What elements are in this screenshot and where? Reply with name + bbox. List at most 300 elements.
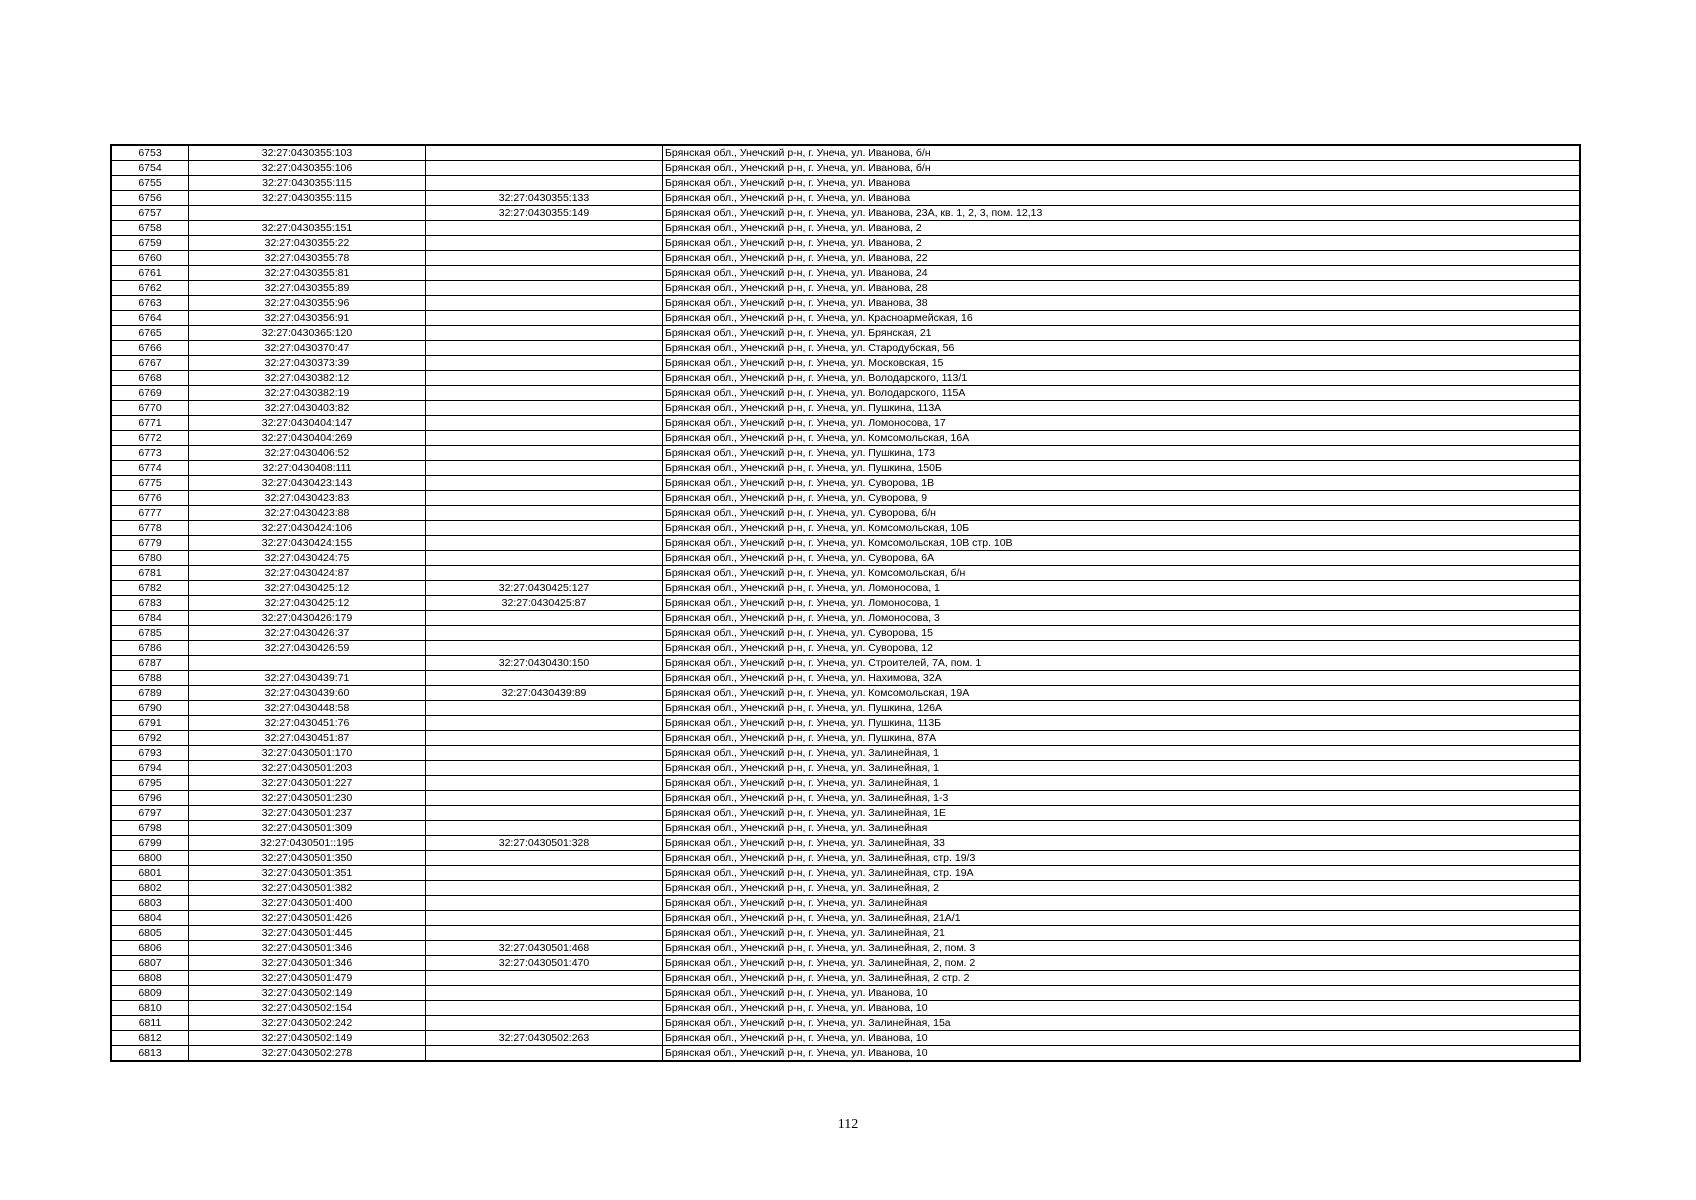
row-number-cell: 6768 — [111, 371, 189, 386]
address-cell: Брянская обл., Унечский р-н, г. Унеча, ул. Залинейная, 1Е — [663, 806, 1581, 821]
related-cadastral-number-cell — [426, 221, 663, 236]
address-cell: Брянская обл., Унечский р-н, г. Унеча, ул. Пушкина, 150Б — [663, 461, 1581, 476]
related-cadastral-number-cell — [426, 611, 663, 626]
table-row — [111, 521, 1580, 536]
address-cell: Брянская обл., Унечский р-н, г. Унеча, ул. Пушкина, 173 — [663, 446, 1581, 461]
table-row — [111, 1001, 1580, 1016]
related-cadastral-number-cell — [426, 551, 663, 566]
cadastral-number-cell: 32:27:0430370:47 — [189, 341, 426, 356]
related-cadastral-number-cell: 32:27:0430502:263 — [426, 1031, 663, 1046]
cadastral-number-cell — [189, 206, 426, 221]
cadastral-number-cell: 32:27:0430501::195 — [189, 836, 426, 851]
address-cell: Брянская обл., Унечский р-н, г. Унеча, ул. Комсомольская, 10В стр. 10В — [663, 536, 1581, 551]
cadastral-number-cell: 32:27:0430501:170 — [189, 746, 426, 761]
row-number-cell: 6760 — [111, 251, 189, 266]
cadastral-number-cell: 32:27:0430448:58 — [189, 701, 426, 716]
row-number-cell: 6799 — [111, 836, 189, 851]
table-row — [111, 536, 1580, 551]
related-cadastral-number-cell — [426, 251, 663, 266]
table-row — [111, 776, 1580, 791]
address-cell: Брянская обл., Унечский р-н, г. Унеча, ул. Ломоносова, 1 — [663, 581, 1581, 596]
row-number-cell: 6797 — [111, 806, 189, 821]
row-number-cell: 6776 — [111, 491, 189, 506]
table-row — [111, 221, 1580, 236]
related-cadastral-number-cell — [426, 851, 663, 866]
cadastral-number-cell: 32:27:0430355:106 — [189, 161, 426, 176]
table-row — [111, 281, 1580, 296]
table-row — [111, 791, 1580, 806]
related-cadastral-number-cell — [426, 461, 663, 476]
row-number-cell: 6804 — [111, 911, 189, 926]
address-cell: Брянская обл., Унечский р-н, г. Унеча, ул. Комсомольская, б/н — [663, 566, 1581, 581]
address-cell: Брянская обл., Унечский р-н, г. Унеча, ул. Стародубская, 56 — [663, 341, 1581, 356]
cadastral-number-cell: 32:27:0430501:346 — [189, 956, 426, 971]
row-number-cell: 6757 — [111, 206, 189, 221]
related-cadastral-number-cell: 32:27:0430430:150 — [426, 656, 663, 671]
table-row — [111, 851, 1580, 866]
address-cell: Брянская обл., Унечский р-н, г. Унеча, ул. Строителей, 7А, пом. 1 — [663, 656, 1581, 671]
related-cadastral-number-cell — [426, 881, 663, 896]
address-cell: Брянская обл., Унечский р-н, г. Унеча, ул. Залинейная, 1 — [663, 761, 1581, 776]
row-number-cell: 6798 — [111, 821, 189, 836]
row-number-cell: 6773 — [111, 446, 189, 461]
cadastral-number-cell: 32:27:0430501:227 — [189, 776, 426, 791]
address-cell: Брянская обл., Унечский р-н, г. Унеча, ул. Ломоносова, 3 — [663, 611, 1581, 626]
address-cell: Брянская обл., Унечский р-н, г. Унеча, ул. Залинейная — [663, 821, 1581, 836]
row-number-cell: 6811 — [111, 1016, 189, 1031]
table-row — [111, 956, 1580, 971]
related-cadastral-number-cell — [426, 821, 663, 836]
cadastral-number-cell: 32:27:0430501:351 — [189, 866, 426, 881]
cadastral-number-cell: 32:27:0430425:12 — [189, 581, 426, 596]
related-cadastral-number-cell — [426, 761, 663, 776]
table-row — [111, 836, 1580, 851]
cadastral-number-cell: 32:27:0430424:87 — [189, 566, 426, 581]
table-row — [111, 581, 1580, 596]
address-cell: Брянская обл., Унечский р-н, г. Унеча, ул. Залинейная, стр. 19/3 — [663, 851, 1581, 866]
related-cadastral-number-cell: 32:27:0430355:133 — [426, 191, 663, 206]
row-number-cell: 6767 — [111, 356, 189, 371]
related-cadastral-number-cell — [426, 896, 663, 911]
related-cadastral-number-cell — [426, 281, 663, 296]
address-cell: Брянская обл., Унечский р-н, г. Унеча, ул. Иванова, б/н — [663, 161, 1581, 176]
address-cell: Брянская обл., Унечский р-н, г. Унеча, ул. Иванова, 2 — [663, 221, 1581, 236]
cadastral-number-cell: 32:27:0430403:82 — [189, 401, 426, 416]
related-cadastral-number-cell — [426, 311, 663, 326]
address-cell: Брянская обл., Унечский р-н, г. Унеча, ул. Суворова, 15 — [663, 626, 1581, 641]
cadastral-number-cell: 32:27:0430502:149 — [189, 1031, 426, 1046]
cadastral-number-cell: 32:27:0430501:400 — [189, 896, 426, 911]
row-number-cell: 6801 — [111, 866, 189, 881]
table-row — [111, 941, 1580, 956]
row-number-cell: 6763 — [111, 296, 189, 311]
row-number-cell: 6774 — [111, 461, 189, 476]
address-cell: Брянская обл., Унечский р-н, г. Унеча, ул. Залинейная, 1 — [663, 776, 1581, 791]
table-row — [111, 746, 1580, 761]
address-cell: Брянская обл., Унечский р-н, г. Унеча, ул. Володарского, 113/1 — [663, 371, 1581, 386]
cadastral-number-cell: 32:27:0430501:350 — [189, 851, 426, 866]
cadastral-number-cell: 32:27:0430406:52 — [189, 446, 426, 461]
address-cell: Брянская обл., Унечский р-н, г. Унеча, ул. Залинейная, 33 — [663, 836, 1581, 851]
related-cadastral-number-cell: 32:27:0430425:127 — [426, 581, 663, 596]
cadastral-number-cell: 32:27:0430439:60 — [189, 686, 426, 701]
table-row — [111, 311, 1580, 326]
table-row — [111, 191, 1580, 206]
table-row — [111, 731, 1580, 746]
related-cadastral-number-cell — [426, 356, 663, 371]
address-cell: Брянская обл., Унечский р-н, г. Унеча, ул. Пушкина, 87А — [663, 731, 1581, 746]
related-cadastral-number-cell — [426, 176, 663, 191]
table-row — [111, 911, 1580, 926]
related-cadastral-number-cell: 32:27:0430501:470 — [426, 956, 663, 971]
address-cell: Брянская обл., Унечский р-н, г. Унеча, ул. Московская, 15 — [663, 356, 1581, 371]
row-number-cell: 6761 — [111, 266, 189, 281]
related-cadastral-number-cell — [426, 1016, 663, 1031]
cadastral-number-cell: 32:27:0430404:147 — [189, 416, 426, 431]
cadastral-number-cell: 32:27:0430501:445 — [189, 926, 426, 941]
cadastral-number-cell: 32:27:0430424:155 — [189, 536, 426, 551]
row-number-cell: 6808 — [111, 971, 189, 986]
row-number-cell: 6784 — [111, 611, 189, 626]
address-cell: Брянская обл., Унечский р-н, г. Унеча, ул. Ломоносова, 1 — [663, 596, 1581, 611]
row-number-cell: 6778 — [111, 521, 189, 536]
cadastral-number-cell: 32:27:0430501:346 — [189, 941, 426, 956]
related-cadastral-number-cell — [426, 536, 663, 551]
related-cadastral-number-cell — [426, 746, 663, 761]
table-row — [111, 806, 1580, 821]
row-number-cell: 6807 — [111, 956, 189, 971]
cadastral-number-cell: 32:27:0430501:230 — [189, 791, 426, 806]
address-cell: Брянская обл., Унечский р-н, г. Унеча, ул. Комсомольская, 16А — [663, 431, 1581, 446]
related-cadastral-number-cell — [426, 476, 663, 491]
address-cell: Брянская обл., Унечский р-н, г. Унеча, ул. Иванова — [663, 176, 1581, 191]
cadastral-number-cell: 32:27:0430423:88 — [189, 506, 426, 521]
cadastral-number-cell: 32:27:0430382:19 — [189, 386, 426, 401]
table-row — [111, 401, 1580, 416]
related-cadastral-number-cell — [426, 866, 663, 881]
address-cell: Брянская обл., Унечский р-н, г. Унеча, ул. Суворова, 12 — [663, 641, 1581, 656]
related-cadastral-number-cell — [426, 236, 663, 251]
related-cadastral-number-cell — [426, 401, 663, 416]
cadastral-number-cell: 32:27:0430355:151 — [189, 221, 426, 236]
cadastral-number-cell: 32:27:0430373:39 — [189, 356, 426, 371]
row-number-cell: 6793 — [111, 746, 189, 761]
address-cell: Брянская обл., Унечский р-н, г. Унеча, ул. Залинейная, 21А/1 — [663, 911, 1581, 926]
address-cell: Брянская обл., Унечский р-н, г. Унеча, ул. Суворова, 6А — [663, 551, 1581, 566]
address-cell: Брянская обл., Унечский р-н, г. Унеча, ул. Залинейная, 1 — [663, 746, 1581, 761]
table-row — [111, 446, 1580, 461]
row-number-cell: 6782 — [111, 581, 189, 596]
cadastral-number-cell: 32:27:0430355:115 — [189, 176, 426, 191]
related-cadastral-number-cell: 32:27:0430501:468 — [426, 941, 663, 956]
address-cell: Брянская обл., Унечский р-н, г. Унеча, ул. Залинейная, 2 — [663, 881, 1581, 896]
table-row — [111, 566, 1580, 581]
address-cell: Брянская обл., Унечский р-н, г. Унеча, ул. Залинейная, 2, пом. 3 — [663, 941, 1581, 956]
table-row — [111, 251, 1580, 266]
address-cell: Брянская обл., Унечский р-н, г. Унеча, ул. Комсомольская, 19А — [663, 686, 1581, 701]
address-cell: Брянская обл., Унечский р-н, г. Унеча, ул. Залинейная, стр. 19А — [663, 866, 1581, 881]
table-body — [111, 145, 1580, 1061]
table-row — [111, 326, 1580, 341]
table-row — [111, 161, 1580, 176]
related-cadastral-number-cell — [426, 971, 663, 986]
address-cell: Брянская обл., Унечский р-н, г. Унеча, ул. Иванова, б/н — [663, 145, 1581, 161]
address-cell: Брянская обл., Унечский р-н, г. Унеча, ул. Суворова, 9 — [663, 491, 1581, 506]
table-row — [111, 266, 1580, 281]
table-row — [111, 821, 1580, 836]
row-number-cell: 6795 — [111, 776, 189, 791]
table-row — [111, 356, 1580, 371]
cadastral-number-cell: 32:27:0430501:382 — [189, 881, 426, 896]
table-row — [111, 926, 1580, 941]
address-cell: Брянская обл., Унечский р-н, г. Унеча, ул. Нахимова, 32А — [663, 671, 1581, 686]
related-cadastral-number-cell — [426, 266, 663, 281]
cadastral-number-cell: 32:27:0430355:78 — [189, 251, 426, 266]
cadastral-number-cell: 32:27:0430501:426 — [189, 911, 426, 926]
related-cadastral-number-cell — [426, 986, 663, 1001]
address-cell: Брянская обл., Унечский р-н, г. Унеча, ул. Залинейная — [663, 896, 1581, 911]
address-cell: Брянская обл., Унечский р-н, г. Унеча, ул. Иванова, 10 — [663, 1046, 1581, 1062]
table-row — [111, 1031, 1580, 1046]
table-row — [111, 1046, 1580, 1062]
address-cell: Брянская обл., Унечский р-н, г. Унеча, ул. Залинейная, 15а — [663, 1016, 1581, 1031]
related-cadastral-number-cell — [426, 1046, 663, 1062]
cadastral-number-cell: 32:27:0430355:81 — [189, 266, 426, 281]
row-number-cell: 6788 — [111, 671, 189, 686]
table-row — [111, 971, 1580, 986]
address-cell: Брянская обл., Унечский р-н, г. Унеча, ул. Иванова, 24 — [663, 266, 1581, 281]
row-number-cell: 6805 — [111, 926, 189, 941]
address-cell: Брянская обл., Унечский р-н, г. Унеча, ул. Иванова, 2 — [663, 236, 1581, 251]
related-cadastral-number-cell — [426, 626, 663, 641]
address-cell: Брянская обл., Унечский р-н, г. Унеча, ул. Иванова — [663, 191, 1581, 206]
row-number-cell: 6755 — [111, 176, 189, 191]
row-number-cell: 6802 — [111, 881, 189, 896]
address-cell: Брянская обл., Унечский р-н, г. Унеча, ул. Красноармейская, 16 — [663, 311, 1581, 326]
row-number-cell: 6810 — [111, 1001, 189, 1016]
row-number-cell: 6766 — [111, 341, 189, 356]
row-number-cell: 6786 — [111, 641, 189, 656]
related-cadastral-number-cell — [426, 791, 663, 806]
address-cell: Брянская обл., Унечский р-н, г. Унеча, ул. Залинейная, 2 стр. 2 — [663, 971, 1581, 986]
related-cadastral-number-cell: 32:27:0430355:149 — [426, 206, 663, 221]
cadastral-number-cell: 32:27:0430502:278 — [189, 1046, 426, 1062]
row-number-cell: 6753 — [111, 145, 189, 161]
table-row — [111, 686, 1580, 701]
cadastral-number-cell: 32:27:0430451:87 — [189, 731, 426, 746]
cadastral-number-cell: 32:27:0430502:149 — [189, 986, 426, 1001]
table-row — [111, 881, 1580, 896]
address-cell: Брянская обл., Унечский р-н, г. Унеча, ул. Иванова, 22 — [663, 251, 1581, 266]
table-row — [111, 626, 1580, 641]
row-number-cell: 6758 — [111, 221, 189, 236]
row-number-cell: 6792 — [111, 731, 189, 746]
row-number-cell: 6783 — [111, 596, 189, 611]
table-row — [111, 236, 1580, 251]
cadastral-number-cell: 32:27:0430451:76 — [189, 716, 426, 731]
table-row — [111, 176, 1580, 191]
row-number-cell: 6803 — [111, 896, 189, 911]
table-row — [111, 761, 1580, 776]
related-cadastral-number-cell — [426, 521, 663, 536]
table-row — [111, 896, 1580, 911]
row-number-cell: 6769 — [111, 386, 189, 401]
table-row — [111, 656, 1580, 671]
page-number: 112 — [837, 1117, 859, 1132]
table-row — [111, 461, 1580, 476]
table-row — [111, 551, 1580, 566]
row-number-cell: 6772 — [111, 431, 189, 446]
address-cell: Брянская обл., Унечский р-н, г. Унеча, ул. Иванова, 10 — [663, 1001, 1581, 1016]
row-number-cell: 6771 — [111, 416, 189, 431]
table-row — [111, 145, 1580, 161]
related-cadastral-number-cell: 32:27:0430501:328 — [426, 836, 663, 851]
table-row — [111, 386, 1580, 401]
table-row — [111, 716, 1580, 731]
table-row — [111, 296, 1580, 311]
cadastral-number-cell: 32:27:0430382:12 — [189, 371, 426, 386]
address-cell: Брянская обл., Унечский р-н, г. Унеча, ул. Володарского, 115А — [663, 386, 1581, 401]
row-number-cell: 6790 — [111, 701, 189, 716]
related-cadastral-number-cell — [426, 731, 663, 746]
address-cell: Брянская обл., Унечский р-н, г. Унеча, ул. Суворова, б/н — [663, 506, 1581, 521]
related-cadastral-number-cell — [426, 145, 663, 161]
row-number-cell: 6759 — [111, 236, 189, 251]
related-cadastral-number-cell — [426, 776, 663, 791]
row-number-cell: 6777 — [111, 506, 189, 521]
cadastral-number-cell: 32:27:0430355:115 — [189, 191, 426, 206]
row-number-cell: 6779 — [111, 536, 189, 551]
address-cell: Брянская обл., Унечский р-н, г. Унеча, ул. Залинейная, 2, пом. 2 — [663, 956, 1581, 971]
address-cell: Брянская обл., Унечский р-н, г. Унеча, ул. Ломоносова, 17 — [663, 416, 1581, 431]
cadastral-number-cell: 32:27:0430355:96 — [189, 296, 426, 311]
row-number-cell: 6765 — [111, 326, 189, 341]
related-cadastral-number-cell — [426, 431, 663, 446]
cadastral-number-cell: 32:27:0430423:143 — [189, 476, 426, 491]
row-number-cell: 6775 — [111, 476, 189, 491]
cadastral-number-cell: 32:27:0430502:154 — [189, 1001, 426, 1016]
related-cadastral-number-cell — [426, 911, 663, 926]
cadastral-number-cell — [189, 656, 426, 671]
table-row — [111, 431, 1580, 446]
address-cell: Брянская обл., Унечский р-н, г. Унеча, ул. Иванова, 38 — [663, 296, 1581, 311]
table-row — [111, 611, 1580, 626]
table-row — [111, 476, 1580, 491]
row-number-cell: 6796 — [111, 791, 189, 806]
cadastral-number-cell: 32:27:0430501:203 — [189, 761, 426, 776]
address-cell: Брянская обл., Унечский р-н, г. Унеча, ул. Иванова, 10 — [663, 986, 1581, 1001]
table-row — [111, 371, 1580, 386]
related-cadastral-number-cell — [426, 416, 663, 431]
row-number-cell: 6794 — [111, 761, 189, 776]
row-number-cell: 6809 — [111, 986, 189, 1001]
address-cell: Брянская обл., Унечский р-н, г. Унеча, ул. Пушкина, 126А — [663, 701, 1581, 716]
related-cadastral-number-cell — [426, 641, 663, 656]
row-number-cell: 6785 — [111, 626, 189, 641]
property-table — [110, 144, 1581, 1062]
related-cadastral-number-cell — [426, 326, 663, 341]
cadastral-number-cell: 32:27:0430501:479 — [189, 971, 426, 986]
row-number-cell: 6813 — [111, 1046, 189, 1062]
cadastral-number-cell: 32:27:0430426:59 — [189, 641, 426, 656]
row-number-cell: 6764 — [111, 311, 189, 326]
table-row — [111, 1016, 1580, 1031]
row-number-cell: 6800 — [111, 851, 189, 866]
table-row — [111, 506, 1580, 521]
related-cadastral-number-cell — [426, 296, 663, 311]
related-cadastral-number-cell — [426, 341, 663, 356]
row-number-cell: 6762 — [111, 281, 189, 296]
cadastral-number-cell: 32:27:0430501:237 — [189, 806, 426, 821]
cadastral-number-cell: 32:27:0430355:103 — [189, 145, 426, 161]
related-cadastral-number-cell: 32:27:0430425:87 — [426, 596, 663, 611]
table-row — [111, 596, 1580, 611]
cadastral-number-cell: 32:27:0430501:309 — [189, 821, 426, 836]
address-cell: Брянская обл., Унечский р-н, г. Унеча, ул. Брянская, 21 — [663, 326, 1581, 341]
related-cadastral-number-cell — [426, 491, 663, 506]
cadastral-number-cell: 32:27:0430404:269 — [189, 431, 426, 446]
related-cadastral-number-cell — [426, 671, 663, 686]
table-row — [111, 701, 1580, 716]
address-cell: Брянская обл., Унечский р-н, г. Унеча, ул. Залинейная, 21 — [663, 926, 1581, 941]
address-cell: Брянская обл., Унечский р-н, г. Унеча, ул. Суворова, 1В — [663, 476, 1581, 491]
row-number-cell: 6770 — [111, 401, 189, 416]
cadastral-number-cell: 32:27:0430423:83 — [189, 491, 426, 506]
row-number-cell: 6780 — [111, 551, 189, 566]
table-row — [111, 341, 1580, 356]
address-cell: Брянская обл., Унечский р-н, г. Унеча, ул. Иванова, 23А, кв. 1, 2, 3, пом. 12,13 — [663, 206, 1581, 221]
related-cadastral-number-cell — [426, 1001, 663, 1016]
row-number-cell: 6781 — [111, 566, 189, 581]
related-cadastral-number-cell — [426, 371, 663, 386]
related-cadastral-number-cell — [426, 386, 663, 401]
row-number-cell: 6806 — [111, 941, 189, 956]
cadastral-number-cell: 32:27:0430355:22 — [189, 236, 426, 251]
cadastral-number-cell: 32:27:0430424:106 — [189, 521, 426, 536]
row-number-cell: 6754 — [111, 161, 189, 176]
cadastral-number-cell: 32:27:0430424:75 — [189, 551, 426, 566]
related-cadastral-number-cell: 32:27:0430439:89 — [426, 686, 663, 701]
related-cadastral-number-cell — [426, 716, 663, 731]
related-cadastral-number-cell — [426, 161, 663, 176]
cadastral-number-cell: 32:27:0430426:37 — [189, 626, 426, 641]
cadastral-number-cell: 32:27:0430356:91 — [189, 311, 426, 326]
cadastral-number-cell: 32:27:0430502:242 — [189, 1016, 426, 1031]
row-number-cell: 6791 — [111, 716, 189, 731]
address-cell: Брянская обл., Унечский р-н, г. Унеча, ул. Иванова, 10 — [663, 1031, 1581, 1046]
related-cadastral-number-cell — [426, 446, 663, 461]
cadastral-number-cell: 32:27:0430425:12 — [189, 596, 426, 611]
address-cell: Брянская обл., Унечский р-н, г. Унеча, ул. Пушкина, 113Б — [663, 716, 1581, 731]
address-cell: Брянская обл., Унечский р-н, г. Унеча, ул. Комсомольская, 10Б — [663, 521, 1581, 536]
related-cadastral-number-cell — [426, 506, 663, 521]
related-cadastral-number-cell — [426, 806, 663, 821]
table-row — [111, 986, 1580, 1001]
table-row — [111, 206, 1580, 221]
cadastral-number-cell: 32:27:0430365:120 — [189, 326, 426, 341]
cadastral-number-cell: 32:27:0430426:179 — [189, 611, 426, 626]
cadastral-number-cell: 32:27:0430439:71 — [189, 671, 426, 686]
address-cell: Брянская обл., Унечский р-н, г. Унеча, ул. Пушкина, 113А — [663, 401, 1581, 416]
address-cell: Брянская обл., Унечский р-н, г. Унеча, ул. Залинейная, 1-3 — [663, 791, 1581, 806]
related-cadastral-number-cell — [426, 701, 663, 716]
related-cadastral-number-cell — [426, 926, 663, 941]
table-row — [111, 491, 1580, 506]
row-number-cell: 6787 — [111, 656, 189, 671]
table-row — [111, 866, 1580, 881]
related-cadastral-number-cell — [426, 566, 663, 581]
table-row — [111, 671, 1580, 686]
